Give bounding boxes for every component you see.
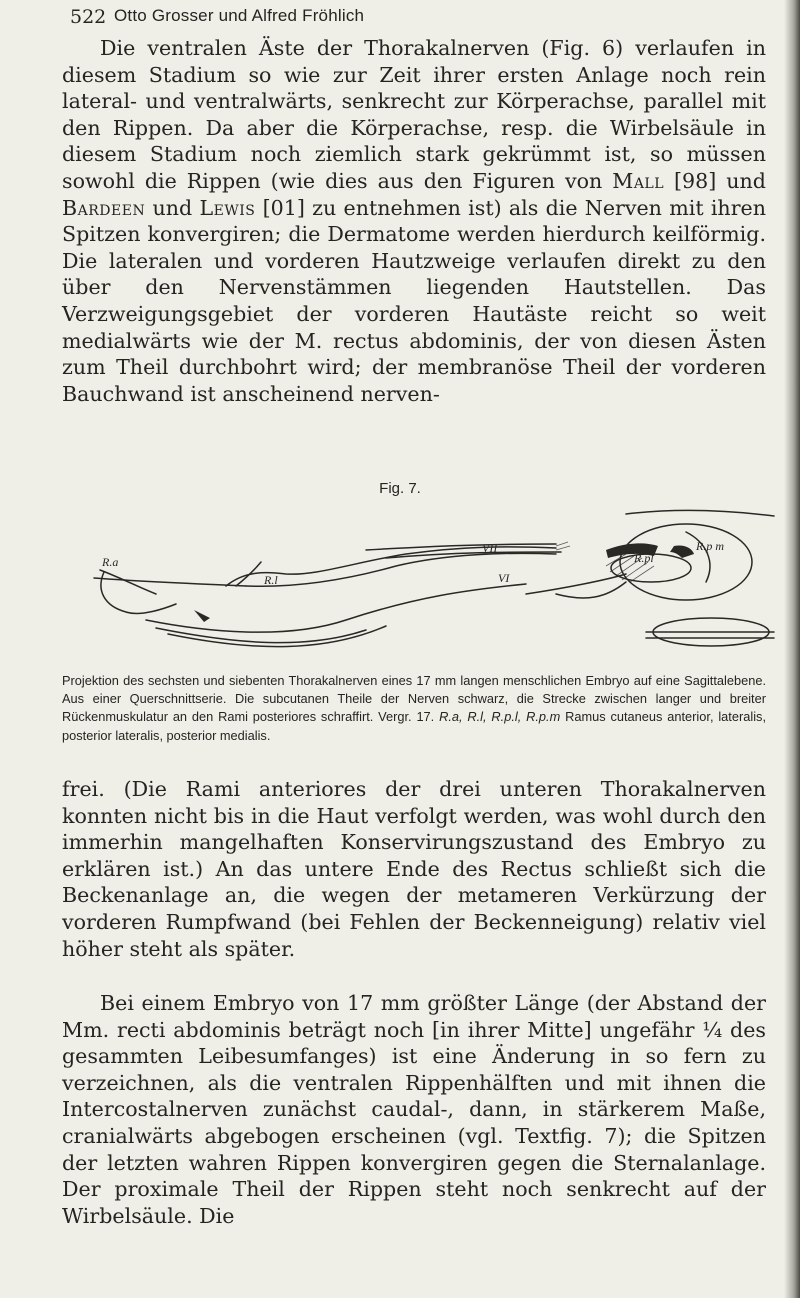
paragraph-1-text-c: und <box>145 195 200 220</box>
label-vi: VI <box>498 571 510 585</box>
page-edge-shadow <box>784 0 800 1298</box>
label-r-pm: R.p m <box>696 539 724 553</box>
citation-author-mall: Mall <box>612 168 665 193</box>
label-r-a: R.a <box>102 555 119 569</box>
label-r-pl: R.pl <box>634 551 654 565</box>
figure-7 <box>86 502 776 668</box>
nerve-projection-drawing <box>86 502 776 664</box>
page-header <box>70 6 770 36</box>
figure-caption <box>62 672 766 745</box>
figure-label: Fig. 7. <box>379 480 421 497</box>
label-vii: VII <box>482 541 498 555</box>
figure-caption-main: Projektion des sechsten und siebenten Thorakalnerven eines 17 mm langen menschlichen Embryo auf eine Sagittalebene. Aus einer Querschnittserie. Die subcutanen Theile der Nerven schwarz, die Strecke zwischen langer und breiter Rückenmuskulatur an den Rami posteriores schraffirt. Vergr. 17. <box>62 673 766 725</box>
paragraph-1-text-b: [98] und <box>664 168 766 193</box>
citation-author-lewis: Lewis <box>199 195 256 220</box>
page-number: 522 <box>70 6 107 28</box>
citation-author-bardeen: Bardeen <box>62 195 146 220</box>
paragraph-1-text-d: [01] zu entnehmen ist) als die Nerven mit ihren Spitzen konvergiren; die Dermatome werden hierdurch keilförmig. Die lateralen und vorderen Hautzweige verlaufen direkt zu den über den Nervenstämmen liegenden Hautstellen. Das Verzweigungsgebiet der vorderen Hautäste reicht so weit medialwärts wie der M. rectus abdominis, der von diesen Ästen zum Theil durchbohrt wird; der membranöse Theil der vorderen Bauchwand ist anscheinend nerven- <box>62 195 766 406</box>
label-r-l: R.l <box>264 573 278 587</box>
figure-caption-tail: Ramus cutaneus anterior, lateralis, posterior lateralis, posterior medialis. <box>62 709 766 743</box>
paragraph-1 <box>62 35 766 407</box>
running-head: Otto Grosser und Alfred Fröhlich <box>114 6 365 25</box>
paragraph-2: frei. (Die Rami anteriores der drei unteren Thorakalnerven konnten nicht bis in die Haut verfolgt werden, was wohl durch den immerhin mangelhaften Konservirungszustand des Embryo zu erklären ist.) An das untere Ende des Rectus schließt sich die Beckenanlage an, die wegen der metameren Verkürzung der vorderen Rumpfwand (bei Fehlen der Beckenneigung) relativ viel höher steht als später. <box>62 777 766 961</box>
figure-caption-abbreviations: R.a, R.l, R.p.l, R.p.m <box>439 709 561 725</box>
paragraph-3: Bei einem Embryo von 17 mm größter Länge (der Abstand der Mm. recti abdominis beträgt noch [in ihrer Mitte] ungefähr ¼ des gesammten Leibesumfanges) ist eine Änderung in so fern zu verzeichnen, als die ventralen Rippenhälften und mit ihnen die Intercostalnerven zunächst caudal-, dann, in stärkerem Maße, cranialwärts abgebogen erscheinen (vgl. Textfig. 7); die Spitzen der letzten wahren Rippen konvergiren gegen die Sternalanlage. Der proximale Theil der Rippen steht noch senkrecht auf der Wirbelsäule. Die <box>62 991 766 1228</box>
paragraph-1-text-a: Die ventralen Äste der Thorakalnerven (Fig. 6) verlaufen in diesem Stadium so wie zur Zeit ihrer ersten Anlage noch rein lateral- und ventralwärts, senkrecht zur Körperachse, parallel mit den Rippen. Da aber die Körperachse, resp. die Wirbelsäule in diesem Stadium noch ziemlich stark gekrümmt ist, so müssen sowohl die Rippen (wie dies aus den Figuren von <box>62 36 766 193</box>
